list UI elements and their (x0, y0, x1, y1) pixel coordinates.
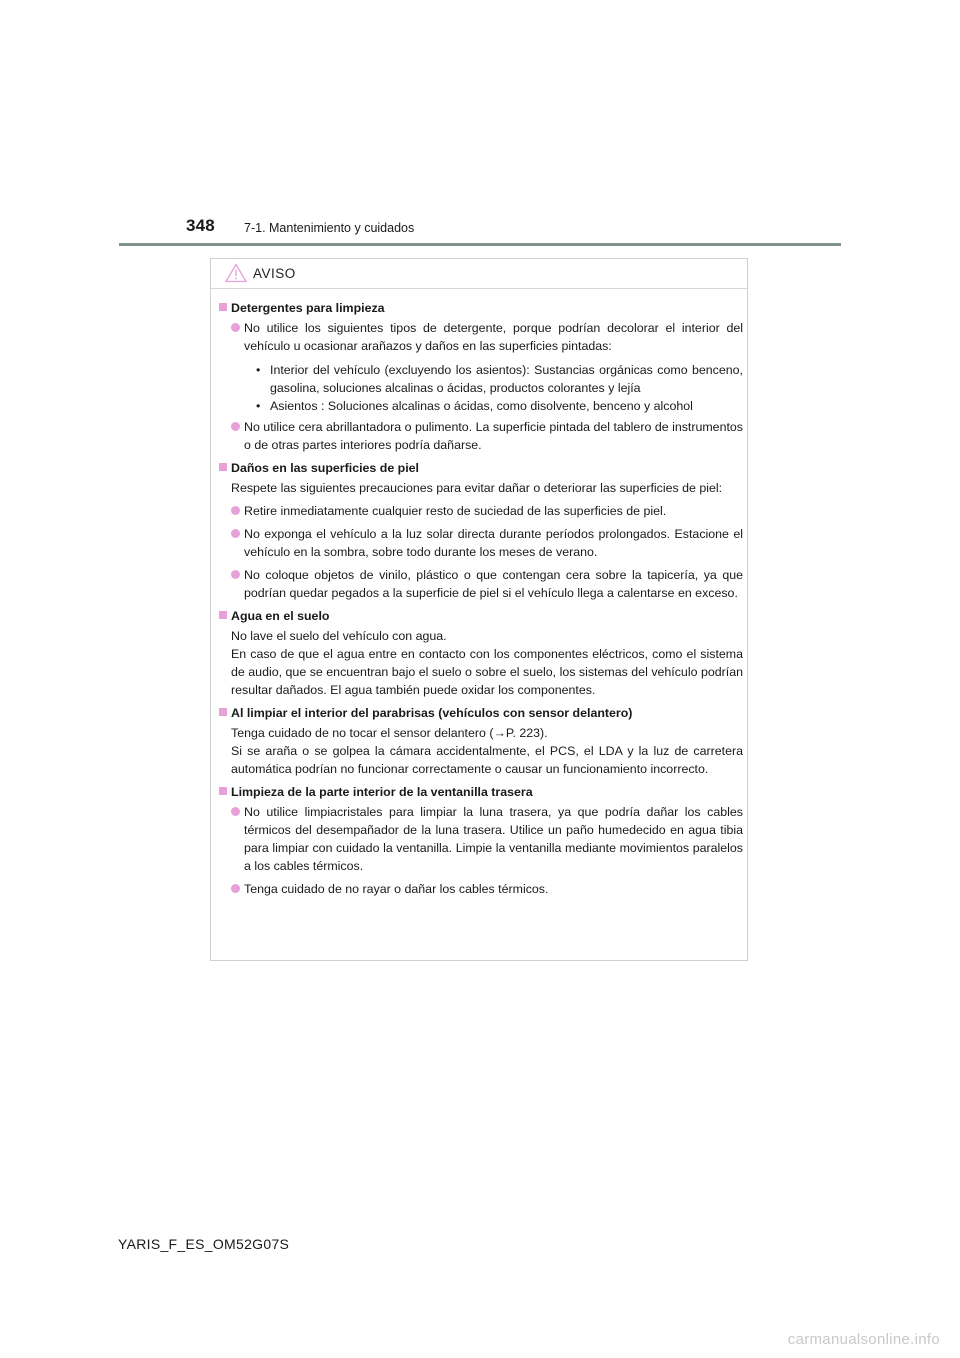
sub-item: • Interior del vehículo (excluyendo los asientos): Sustancias orgánicas como benceno, gasolina, soluciones alcalinas o ácidas, productos colorantes y lejía (256, 363, 743, 395)
section-heading: Detergentes para limpieza (219, 299, 743, 317)
circle-bullet-icon (231, 506, 240, 515)
bullet-item: No utilice cera abrillantadora o pulimento. La superficie pintada del tablero de instrumentos o de otras partes interiores podría dañarse. (231, 418, 743, 454)
sub-list (219, 361, 743, 415)
section-heading: Agua en el suelo (219, 607, 743, 625)
warning-body (211, 299, 749, 903)
section-heading: Al limpiar el interior del parabrisas (vehículos con sensor delantero) (219, 704, 743, 722)
bullet-item: No exponga el vehículo a la luz solar directa durante períodos prolongados. Estacione el vehículo en la sombra, sobre todo durante los meses de verano. (231, 525, 743, 561)
circle-bullet-icon (231, 570, 240, 579)
circle-bullet-icon (231, 884, 240, 893)
warning-title: AVISO (253, 266, 296, 281)
section-heading: Limpieza de la parte interior de la ventanilla trasera (219, 783, 743, 801)
square-bullet-icon (219, 463, 227, 471)
sub-item: • Asientos : Soluciones alcalinas o ácidas, como disolvente, benceno y alcohol (256, 399, 693, 413)
circle-bullet-icon (231, 807, 240, 816)
square-bullet-icon (219, 303, 227, 311)
circle-bullet-icon (231, 529, 240, 538)
page-number: 348 (186, 216, 215, 235)
bullet-item: Tenga cuidado de no rayar o dañar los cables térmicos. (231, 880, 743, 898)
circle-bullet-icon (231, 422, 240, 431)
warning-box (210, 258, 748, 961)
watermark: carmanualsonline.info (787, 1331, 940, 1348)
bullet-item: No utilice los siguientes tipos de detergente, porque podrían decolorar el interior del vehículo u ocasionar arañazos y daños en las superficies pintadas: (231, 319, 743, 355)
paragraph: Respete las siguientes precauciones para evitar dañar o deteriorar las superficies de piel: (231, 481, 723, 495)
header-rule (119, 243, 841, 246)
square-bullet-icon (219, 611, 227, 619)
circle-bullet-icon (231, 323, 240, 332)
bullet-item: No utilice limpiacristales para limpiar la luna trasera, ya que podría dañar los cables térmicos del desempañador de la luna trasera. Utilice un paño humedecido en agua tibia para limpiar con cuidado la ventanilla. Limpie la ventanilla mediante movimientos paralelos a los cables térmicos. (231, 803, 743, 875)
document-code: YARIS_F_ES_OM52G07S (118, 1236, 290, 1252)
paragraph: Si se araña o se golpea la cámara accidentalmente, el PCS, el LDA y la luz de carretera automática podrían no funcionar correctamente o causar un funcionamiento incorrecto. (231, 744, 743, 776)
square-bullet-icon (219, 787, 227, 795)
paragraph: Tenga cuidado de no tocar el sensor delantero (→P. 223). (231, 726, 548, 740)
warning-triangle-icon (225, 263, 247, 283)
warning-header (211, 259, 747, 289)
paragraph: No lave el suelo del vehículo con agua. (231, 629, 447, 643)
square-bullet-icon (219, 708, 227, 716)
section-title: 7-1. Mantenimiento y cuidados (244, 221, 415, 235)
bullet-item: Retire inmediatamente cualquier resto de suciedad de las superficies de piel. (231, 502, 743, 520)
paragraph: En caso de que el agua entre en contacto con los componentes eléctricos, como el sistema de audio, que se encuentran bajo el suelo o sobre el suelo, los sistemas del vehículo podrían resultar dañados. El agua también puede oxidar los componentes. (231, 647, 743, 697)
bullet-item: No coloque objetos de vinilo, plástico o que contengan cera sobre la tapicería, ya que podrían quedar pegados a la superficie de piel si el vehículo llega a calentarse en exceso. (231, 566, 743, 602)
section-heading: Daños en las superficies de piel (219, 459, 743, 477)
